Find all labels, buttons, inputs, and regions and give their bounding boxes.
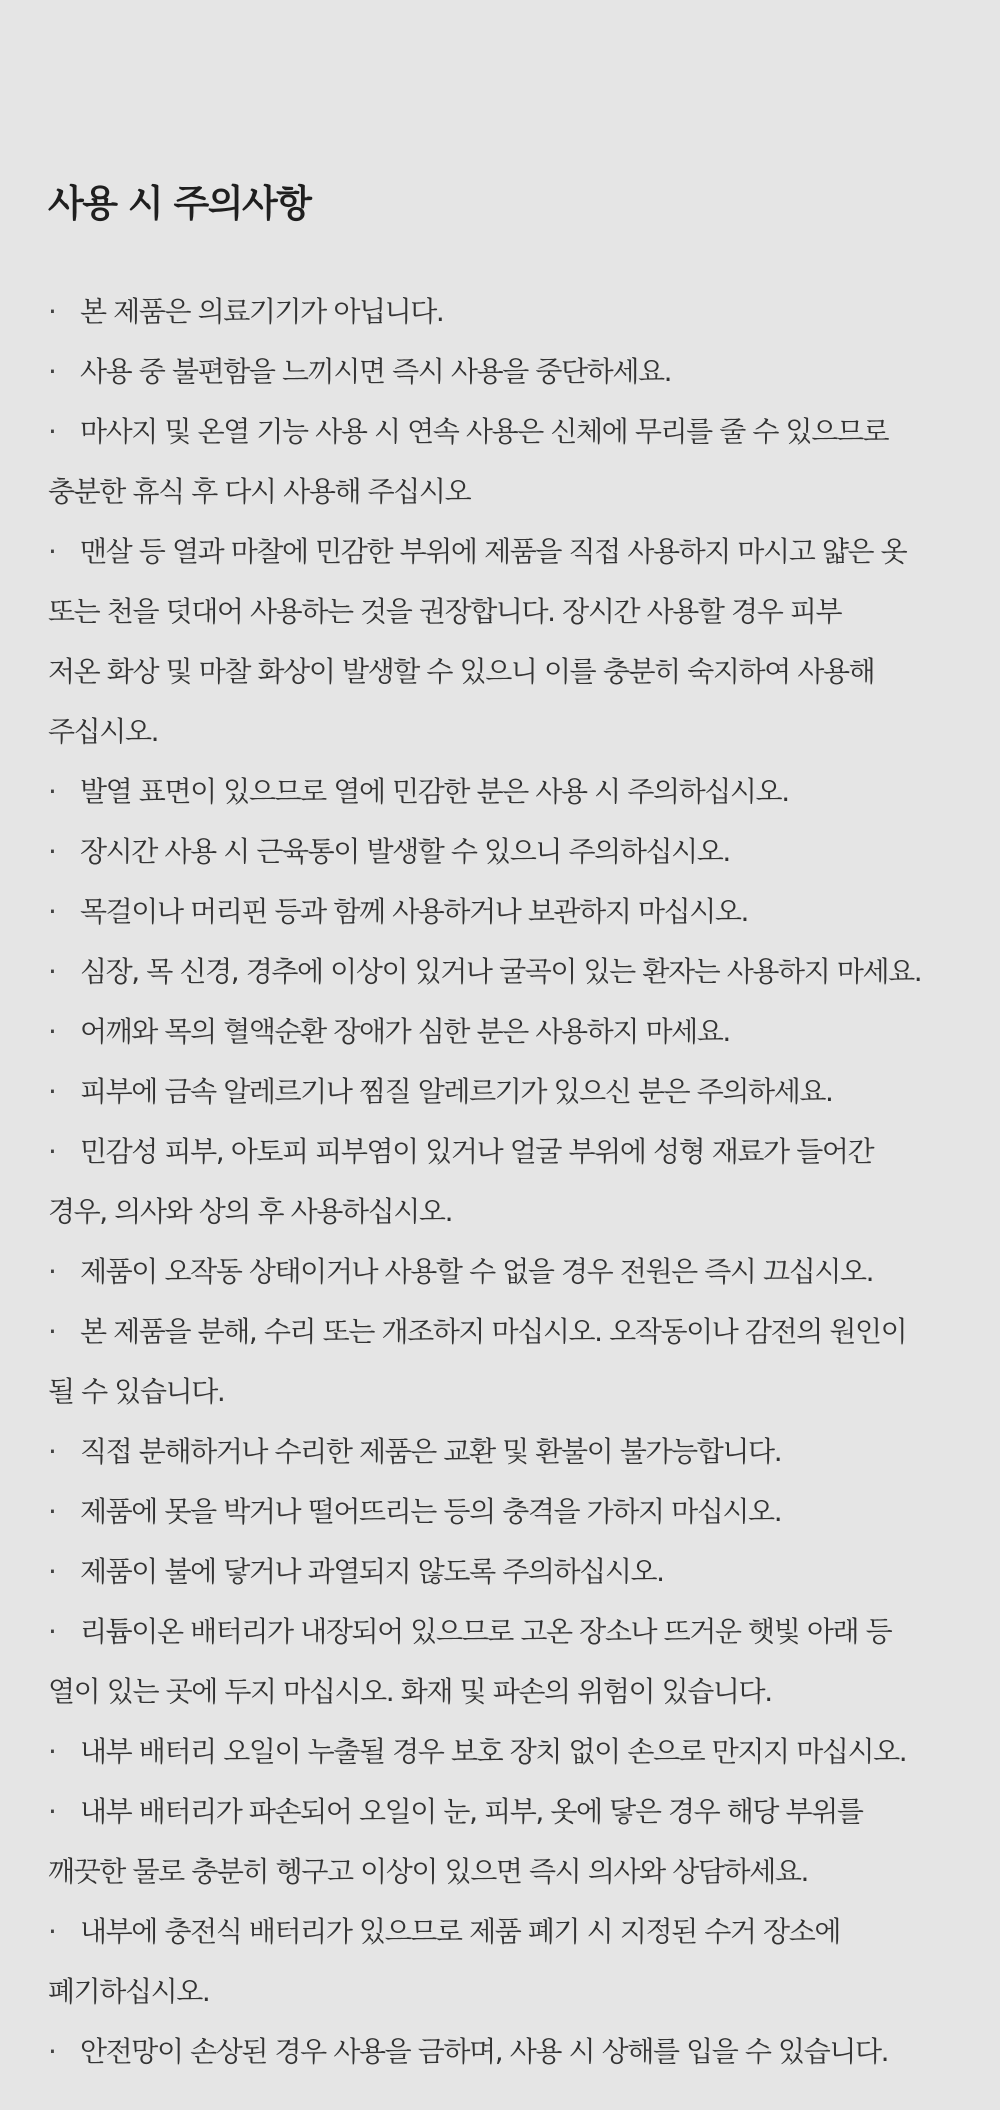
caution-item [48,1122,952,1242]
caution-item [48,822,952,882]
bullet-icon: · [48,1255,56,1288]
caution-item-text: 제품이 불에 닿거나 과열되지 않도록 주의하십시오. [80,1555,664,1588]
caution-item-text: 내부 배터리 오일이 누출될 경우 보호 장치 없이 손으로 만지지 마십시오. [80,1735,907,1768]
caution-item-line [48,282,952,342]
caution-item-text: 폐기하십시오. [48,1975,210,2008]
caution-item [48,282,952,342]
bullet-icon: · [48,1315,56,1348]
bullet-icon: · [48,835,56,868]
caution-item-text: 어깨와 목의 혈액순환 장애가 심한 분은 사용하지 마세요. [80,1015,730,1048]
caution-item [48,1002,952,1062]
caution-item-line [48,1122,952,1182]
caution-item [48,1902,952,2022]
bullet-icon: · [48,535,56,568]
caution-item-line [48,1902,952,1962]
caution-item [48,1422,952,1482]
bullet-icon: · [48,1135,56,1168]
bullet-icon: · [48,1555,56,1588]
caution-item-line [48,1482,952,1542]
caution-item [48,1482,952,1542]
bullet-icon: · [48,1015,56,1048]
caution-item-line [48,822,952,882]
page-title: 사용 시 주의사항 [48,182,311,225]
caution-item-line [48,342,952,402]
caution-item [48,522,952,762]
caution-item-text: 본 제품은 의료기기가 아닙니다. [80,295,444,328]
caution-item-line [48,882,952,942]
caution-item-text: 내부에 충전식 배터리가 있으므로 제품 폐기 시 지정된 수거 장소에 [80,1915,841,1948]
bullet-icon: · [48,1615,56,1648]
bullet-icon: · [48,415,56,448]
caution-item-line [48,522,952,582]
caution-item-line [48,1662,952,1722]
bullet-icon: · [48,295,56,328]
caution-item-text: 내부 배터리가 파손되어 오일이 눈, 피부, 옷에 닿은 경우 해당 부위를 [80,1795,863,1828]
caution-item [48,1242,952,1302]
bullet-icon: · [48,2035,56,2068]
bullet-icon: · [48,1495,56,1528]
caution-item-text: 장시간 사용 시 근육통이 발생할 수 있으니 주의하십시오. [80,835,730,868]
caution-item-text: 충분한 휴식 후 다시 사용해 주십시오 [48,475,471,508]
caution-list [48,282,952,2082]
caution-item-line [48,1542,952,1602]
caution-item-text: 목걸이나 머리핀 등과 함께 사용하거나 보관하지 마십시오. [80,895,749,928]
caution-item-text: 사용 중 불편함을 느끼시면 즉시 사용을 중단하세요. [80,355,672,388]
caution-item [48,1062,952,1122]
bullet-icon: · [48,1915,56,1948]
caution-item-text: 깨끗한 물로 충분히 헹구고 이상이 있으면 즉시 의사와 상담하세요. [48,1855,809,1888]
caution-item-line [48,1242,952,1302]
caution-item-line [48,1962,952,2022]
caution-item-text: 마사지 및 온열 기능 사용 시 연속 사용은 신체에 무리를 줄 수 있으므로 [80,415,889,448]
caution-item-line [48,402,952,462]
caution-item-line [48,582,952,642]
caution-item [48,1602,952,1722]
caution-item-text: 리튬이온 배터리가 내장되어 있으므로 고온 장소나 뜨거운 햇빛 아래 등 [80,1615,892,1648]
caution-item [48,1542,952,1602]
caution-item-text: 저온 화상 및 마찰 화상이 발생할 수 있으니 이를 충분히 숙지하여 사용해 [48,655,875,688]
caution-item-text: 될 수 있습니다. [48,1375,225,1408]
caution-item [48,402,952,522]
caution-item-text: 민감성 피부, 아토피 피부염이 있거나 얼굴 부위에 성형 재료가 들어간 [80,1135,874,1168]
bullet-icon: · [48,355,56,388]
caution-item-text: 주십시오. [48,715,159,748]
caution-item-line [48,1422,952,1482]
caution-item-text: 열이 있는 곳에 두지 마십시오. 화재 및 파손의 위험이 있습니다. [48,1675,772,1708]
bullet-icon: · [48,1795,56,1828]
bullet-icon: · [48,1735,56,1768]
caution-item-line [48,1182,952,1242]
caution-item-line [48,1002,952,1062]
caution-item [48,762,952,822]
caution-item [48,882,952,942]
caution-item-line [48,642,952,702]
bullet-icon: · [48,955,56,988]
caution-item-line [48,702,952,762]
caution-item-line [48,2022,952,2082]
caution-item-text: 피부에 금속 알레르기나 찜질 알레르기가 있으신 분은 주의하세요. [80,1075,833,1108]
caution-item-text: 경우, 의사와 상의 후 사용하십시오. [48,1195,453,1228]
caution-item-text: 제품이 오작동 상태이거나 사용할 수 없을 경우 전원은 즉시 끄십시오. [80,1255,874,1288]
caution-item-line [48,1062,952,1122]
caution-item-line [48,462,952,522]
caution-item-line [48,1782,952,1842]
caution-item [48,2022,952,2082]
bullet-icon: · [48,1435,56,1468]
caution-item-text: 또는 천을 덧대어 사용하는 것을 권장합니다. 장시간 사용할 경우 피부 [48,595,842,628]
caution-item-line [48,942,952,1002]
caution-item [48,342,952,402]
caution-item-text: 안전망이 손상된 경우 사용을 금하며, 사용 시 상해를 입을 수 있습니다. [80,2035,889,2068]
caution-item-text: 직접 분해하거나 수리한 제품은 교환 및 환불이 불가능합니다. [80,1435,782,1468]
bullet-icon: · [48,775,56,808]
caution-item-text: 심장, 목 신경, 경추에 이상이 있거나 굴곡이 있는 환자는 사용하지 마세요. [80,955,922,988]
bullet-icon: · [48,895,56,928]
caution-item [48,1722,952,1782]
caution-item [48,1782,952,1902]
caution-item-line [48,762,952,822]
caution-item [48,1302,952,1422]
caution-item-line [48,1842,952,1902]
caution-item-text: 발열 표면이 있으므로 열에 민감한 분은 사용 시 주의하십시오. [80,775,789,808]
caution-item-line [48,1302,952,1362]
caution-item-text: 제품에 못을 박거나 떨어뜨리는 등의 충격을 가하지 마십시오. [80,1495,782,1528]
caution-item-line [48,1362,952,1422]
caution-item-text: 본 제품을 분해, 수리 또는 개조하지 마십시오. 오작동이나 감전의 원인이 [80,1315,907,1348]
caution-item-line [48,1602,952,1662]
bullet-icon: · [48,1075,56,1108]
caution-item-text: 맨살 등 열과 마찰에 민감한 부위에 제품을 직접 사용하지 마시고 얇은 옷 [80,535,907,568]
caution-item-line [48,1722,952,1782]
caution-item [48,942,952,1002]
